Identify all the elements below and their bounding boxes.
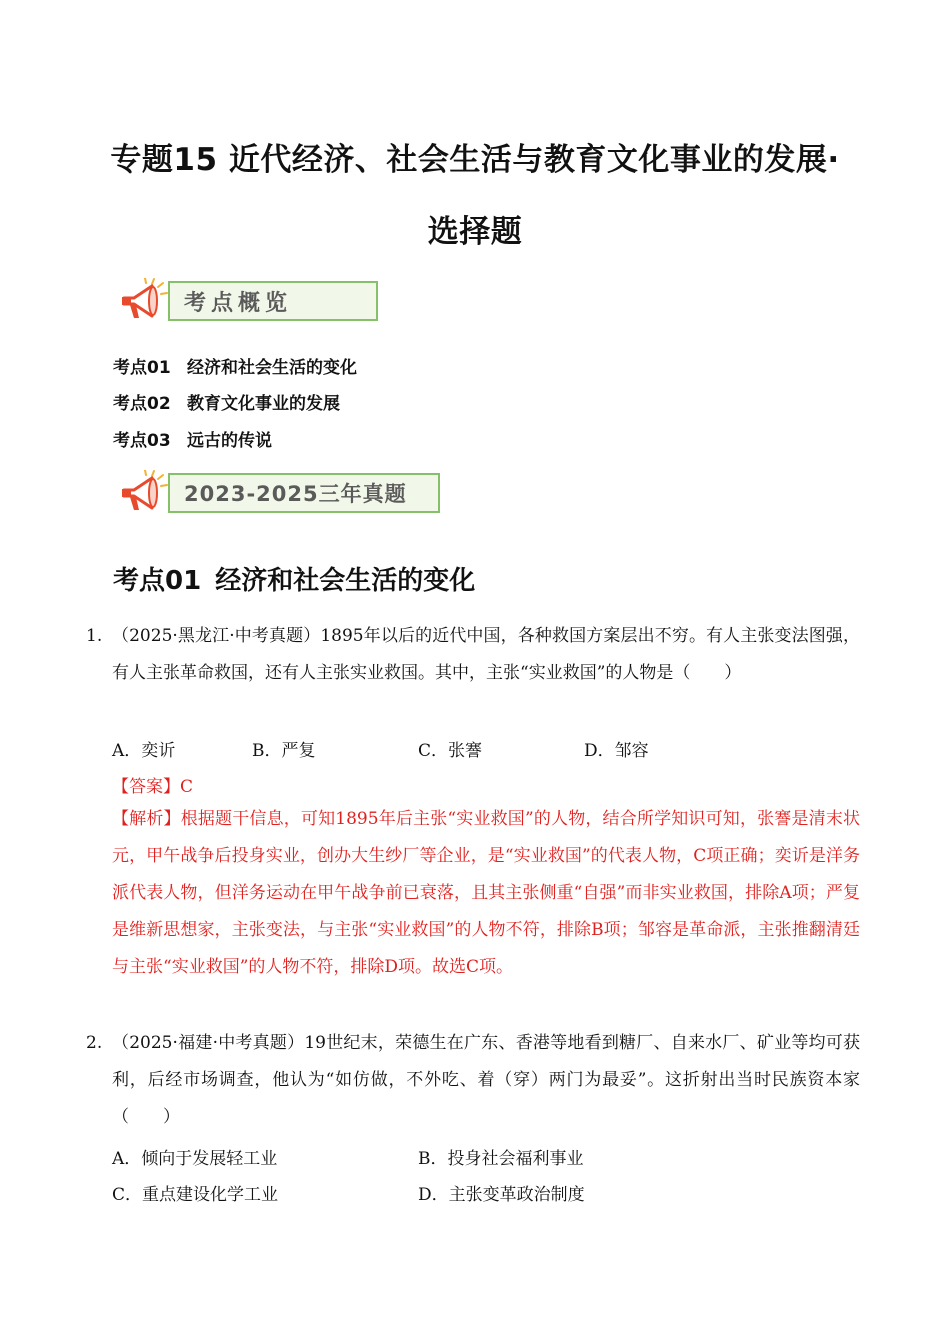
megaphone-icon (118, 278, 172, 324)
option-b: B．严复 (252, 741, 316, 761)
outline-item-code: 考点02 (113, 394, 171, 414)
option-d: D．邹容 (584, 741, 649, 761)
section-code: 考点01 (113, 566, 202, 596)
option-c: C．重点建设化学工业 (112, 1185, 279, 1205)
overview-banner-label: 考点概览 (168, 281, 378, 321)
outline-item-code: 考点03 (113, 431, 171, 451)
analysis-text: 【解析】根据题干信息，可知1895年后主张“实业救国”的人物，结合所学知识可知，张謇是清末状元，甲午战争后投身实业，创办大生纱厂等企业，是“实业救国”的代表人物，C项正确；奕䜣是洋务派代表人物，但洋务运动在甲午战争前已衰落，且其主张侧重“自强”而非实业救国，排除A项；严复是维新思想家，主张变法，与主张“实业救国”的人物不符，排除B项；邹容是革命派，主张推翻清廷与主张“实业救国”的人物不符，排除D项。故选C项。 (112, 809, 860, 977)
question-number: 1. (86, 626, 103, 646)
years-banner-label: 2023-2025三年真题 (168, 473, 440, 513)
answer-line: 【答案】C (112, 777, 194, 797)
outline-item-code: 考点01 (113, 358, 171, 378)
option-c: C．张謇 (418, 741, 483, 761)
question-stem: （2025·福建·中考真题）19世纪末，荣德生在广东、香港等地看到糖厂、自来水厂、矿业等均可获利，后经市场调查，他认为“如仿做，不外吃、着（穿）两门为最妥”。这折射出当时民族资本家（ ） (112, 1033, 860, 1127)
document-title-line1: 专题15 近代经济、社会生活与教育文化事业的发展· (110, 142, 840, 178)
document-title-line2: 选择题 (427, 214, 523, 250)
section-heading (113, 560, 475, 597)
years-banner (118, 470, 440, 516)
outline-item (113, 426, 272, 451)
outline-item (113, 389, 340, 414)
option-b: B．投身社会福利事业 (418, 1149, 584, 1169)
question-number: 2. (86, 1033, 103, 1053)
outline-item-label: 教育文化事业的发展 (187, 394, 340, 414)
outline-item (113, 353, 357, 378)
question-stem: （2025·黑龙江·中考真题）1895年以后的近代中国，各种救国方案层出不穷。有人主张变法图强，有人主张革命救国，还有人主张实业救国。其中，主张“实业救国”的人物是（ ） (112, 626, 860, 683)
outline-item-label: 经济和社会生活的变化 (187, 358, 357, 378)
option-d: D．主张变革政治制度 (418, 1185, 585, 1205)
section-label: 经济和社会生活的变化 (215, 566, 476, 596)
overview-banner (118, 278, 378, 324)
option-a: A．倾向于发展轻工业 (112, 1149, 278, 1169)
option-a: A．奕䜣 (112, 741, 176, 761)
megaphone-icon (118, 470, 172, 516)
outline-item-label: 远古的传说 (187, 431, 272, 451)
